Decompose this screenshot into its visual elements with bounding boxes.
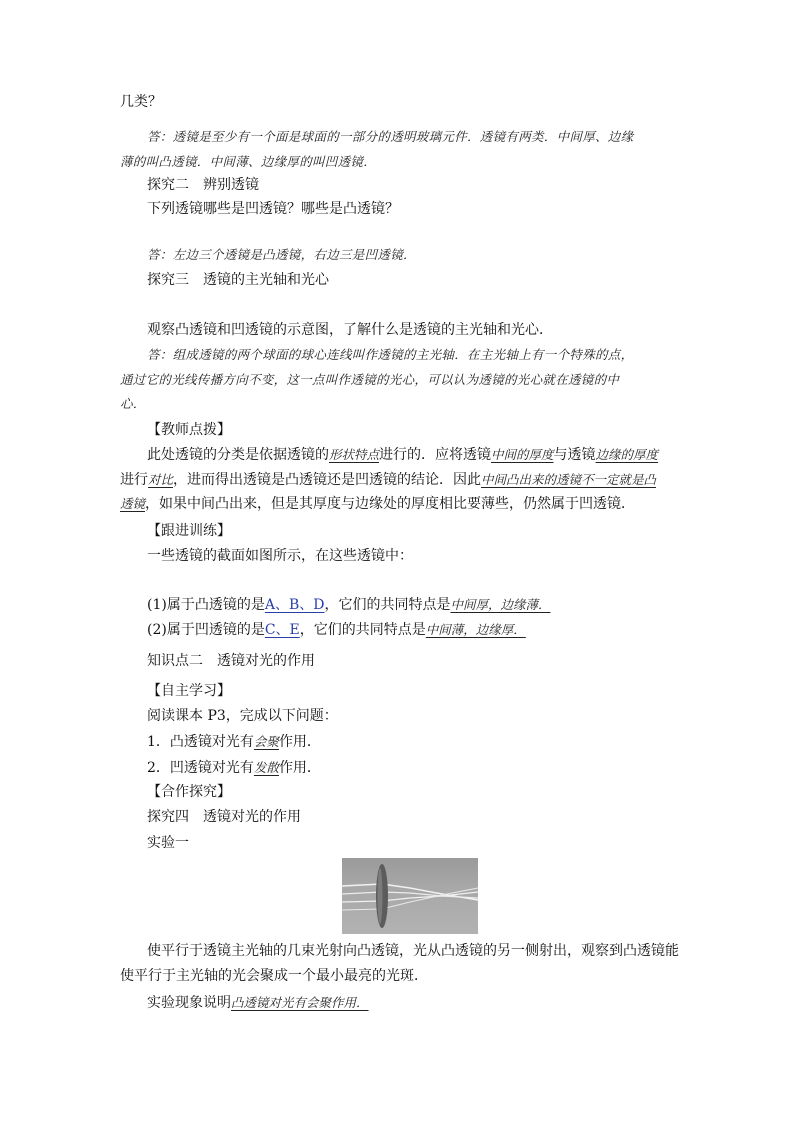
cooperative-heading: 【合作探究】 (147, 784, 231, 800)
tips-text: 进行的．应将透镜 (379, 447, 492, 463)
item-text: (2)属于凹透镜的是 (147, 622, 265, 638)
tips-text: 此处透镜的分类是依据透镜的 (147, 447, 329, 463)
tips-text: 进行 (120, 472, 148, 488)
self-study-heading: 【自主学习】 (147, 683, 231, 699)
answer-1-line-2: 薄的叫凸透镜．中间薄、边缘厚的叫凹透镜． (120, 154, 377, 169)
answer-2: 答：左边三个透镜是凸透镜，右边三是凹透镜． (147, 247, 416, 262)
answer-converge: 会聚 (253, 734, 279, 749)
tips-fill-compare: 对比 (148, 472, 174, 487)
item-text: 作用． (278, 760, 321, 776)
teacher-tips-heading: 【教师点拨】 (147, 422, 231, 438)
answer-3-line-3: 心． (120, 396, 146, 411)
experiment-1-conclusion (147, 994, 369, 1012)
tips-text: ，进而得出透镜是凸透镜还是凹透镜的结论．因此 (173, 472, 482, 488)
item-text: 2．凹透镜对光有 (147, 760, 254, 776)
tips-fill-middle-thickness: 中间的厚度 (491, 447, 554, 462)
tips-fill-shape: 形状特点 (329, 447, 380, 462)
self-study-intro: 阅读课本 P3，完成以下问题： (147, 708, 338, 724)
follow-up-item-1 (147, 596, 550, 614)
teacher-tips-line-3 (120, 495, 635, 513)
follow-up-heading: 【跟进训练】 (147, 523, 231, 539)
self-study-item-2 (147, 759, 321, 777)
follow-up-item-2 (147, 621, 526, 639)
tips-fill-note: 中间凸出来的透镜不一定就是凸 (481, 472, 657, 487)
item-text: 1．凸透镜对光有 (147, 734, 254, 750)
section-heading-explore-4: 探究四 透镜对光的作用 (147, 809, 301, 825)
item-text: (1)属于凸透镜的是 (147, 597, 265, 613)
answer-conclusion: 凸透镜对光有会聚作用． (231, 995, 369, 1010)
item-text: ，它们的共同特点是 (299, 622, 426, 638)
item-text: 作用． (278, 734, 321, 750)
experiment-1-label: 实验一 (147, 835, 189, 851)
section-heading-explore-3: 探究三 透镜的主光轴和光心 (147, 272, 329, 288)
answer-3-line-1: 答：组成透镜的两个球面的球心连线叫作透镜的主光轴．在主光轴上有一个特殊的点， (147, 347, 634, 362)
answer-convex-lenses: A、B、D (264, 597, 325, 613)
teacher-tips-line-1 (147, 446, 658, 464)
tips-text: 与透镜 (553, 447, 596, 463)
question-tail: 几类？ (120, 94, 162, 110)
answer-convex-feature: 中间厚，边缘薄． (450, 597, 551, 612)
answer-1-line-1: 答：透镜是至少有一个面是球面的一部分的透明玻璃元件．透镜有两类．中间厚、边缘 (147, 129, 634, 144)
experiment-1-desc-line-1: 使平行于透镜主光轴的几束光射向凸透镜，光从凸透镜的另一侧射出，观察到凸透镜能 (147, 943, 679, 959)
lens-light-rays-illustration (342, 858, 478, 934)
explore-2-question: 下列透镜哪些是凹透镜？哪些是凸透镜？ (147, 201, 399, 217)
answer-diverge: 发散 (253, 760, 279, 775)
section-heading-explore-2: 探究二 辨别透镜 (147, 177, 259, 193)
experiment-1-desc-line-2: 使平行于主光轴的光会聚成一个最小最亮的光斑． (120, 968, 428, 984)
answer-concave-feature: 中间薄，边缘厚． (425, 622, 526, 637)
knowledge-point-2-heading: 知识点二 透镜对光的作用 (147, 653, 315, 669)
tips-fill-edge-thickness: 边缘的厚度 (595, 447, 659, 462)
teacher-tips-line-2 (120, 471, 656, 489)
self-study-item-1 (147, 733, 321, 751)
conclusion-text: 实验现象说明 (147, 995, 231, 1011)
explore-3-question: 观察凸透镜和凹透镜的示意图，了解什么是透镜的主光轴和光心． (147, 322, 553, 338)
item-text: ，它们的共同特点是 (324, 597, 451, 613)
follow-up-intro: 一些透镜的截面如图所示，在这些透镜中： (147, 548, 413, 564)
tips-fill-note-end: 透镜 (120, 496, 146, 511)
answer-concave-lenses: C、E (264, 622, 300, 638)
answer-3-line-2: 通过它的光线传播方向不变，这一点叫作透镜的光心，可以认为透镜的光心就在透镜的中 (120, 372, 620, 387)
tips-text: ，如果中间凸出来，但是其厚度与边缘处的厚度相比要薄些，仍然属于凹透镜． (145, 496, 636, 512)
convex-lens-experiment-photo (342, 858, 478, 934)
